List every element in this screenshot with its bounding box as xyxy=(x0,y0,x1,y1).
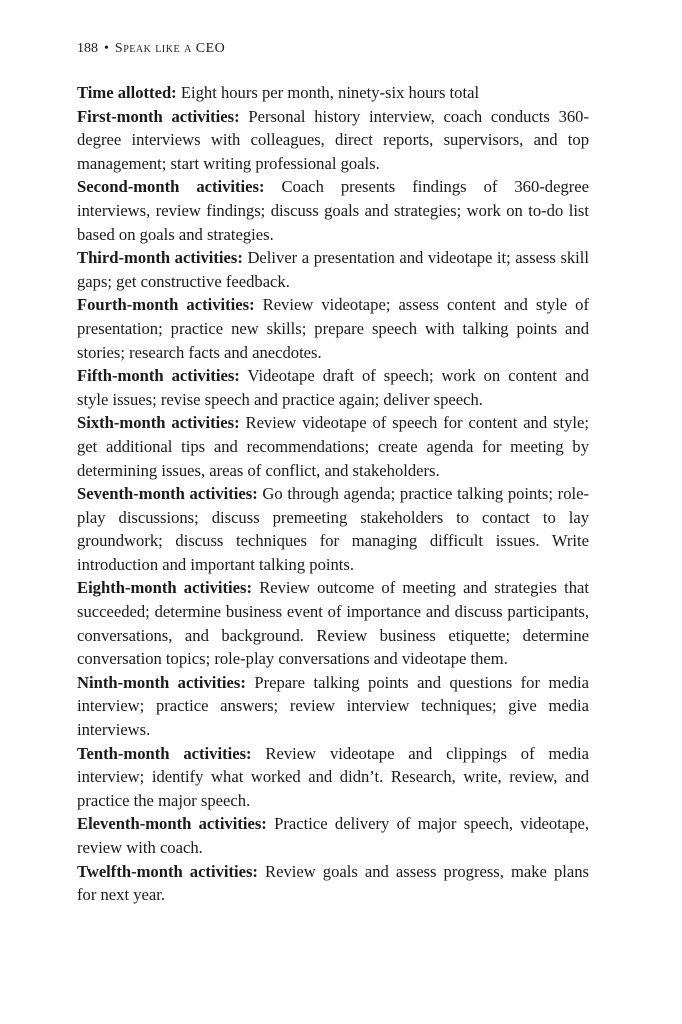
entry-sixth-month xyxy=(77,411,589,482)
entry-text: Personal history interview, coach conducts 360-degree interviews with colleagues, direct reports, supervisors, and top management; start writing professional goals. xyxy=(77,106,590,173)
entry-label: Second-month activities: xyxy=(77,177,265,197)
entry-text: Review videotape of speech for content and style; get additional tips and recommendations; create agenda for meeting by determining issues, areas of conflict, and stakeholders. xyxy=(77,413,589,480)
entry-time-allotted xyxy=(77,81,589,105)
entry-fifth-month xyxy=(77,364,589,411)
entry-text: Review videotape; assess content and style of presentation; practice new skills; prepare speech with talking points and stories; research facts and anecdotes. xyxy=(77,295,589,362)
entry-seventh-month xyxy=(77,482,589,576)
book-title: Speak like a CEO xyxy=(114,41,226,56)
entry-label: Twelfth-month activities: xyxy=(77,861,258,881)
page-number: 188 xyxy=(77,41,98,56)
entry-label: First-month activities: xyxy=(77,106,240,126)
entry-text: Practice delivery of major speech, videotape, review with coach. xyxy=(77,814,590,857)
entry-second-month xyxy=(77,175,589,246)
running-head xyxy=(77,40,589,58)
entry-text: Review goals and assess progress, make plans for next year. xyxy=(77,861,590,905)
entry-third-month xyxy=(77,246,589,293)
entry-text: Videotape draft of speech; work on content and style issues; revise speech and practice again; deliver speech. xyxy=(77,366,589,409)
entry-label: Fifth-month activities: xyxy=(77,366,240,386)
book-page xyxy=(77,40,589,907)
entry-eleventh-month xyxy=(77,812,589,859)
entry-text: Go through agenda; practice talking points; role-play discussions; discuss premeeting stakeholders to contact to lay groundwork; discuss techniques for managing difficult issues. Write introduction and important talking points. xyxy=(77,484,589,574)
entry-label: Third-month activities: xyxy=(77,248,243,268)
entry-label: Seventh-month activities: xyxy=(77,484,258,504)
entry-label: Ninth-month activities: xyxy=(77,672,246,692)
entry-label: Eleventh-month activities: xyxy=(77,814,267,834)
entry-label: Fourth-month activities: xyxy=(77,295,255,315)
activity-list xyxy=(77,81,589,907)
entry-tenth-month xyxy=(77,742,589,813)
entry-label: Time allotted: xyxy=(77,83,177,102)
entry-text: Prepare talking points and questions for media interview; practice answers; review interview techniques; give media interviews. xyxy=(77,672,590,740)
entry-text: Review videotape and clippings of media interview; identify what worked and didn’t. Research, write, review, and practice the major speech. xyxy=(77,743,590,810)
entry-fourth-month xyxy=(77,293,589,364)
entry-ninth-month xyxy=(77,671,589,742)
entry-text: Coach presents findings of 360-degree interviews, review findings; discuss goals and strategies; work on to-do list based on goals and strategies. xyxy=(77,177,589,244)
entry-eighth-month xyxy=(77,576,589,670)
entry-text: Review outcome of meeting and strategies that succeeded; determine business event of importance and discuss participants, conversations, and background. Review business etiquette; determine conversation topics; role-play conversations and videotape them. xyxy=(77,578,589,669)
entry-label: Tenth-month activities: xyxy=(77,743,252,763)
header-separator: • xyxy=(104,41,109,56)
entry-text: Deliver a presentation and videotape it; assess skill gaps; get constructive feedback. xyxy=(77,248,590,291)
entry-label: Eighth-month activities: xyxy=(77,578,252,598)
entry-twelfth-month xyxy=(77,860,589,907)
entry-first-month xyxy=(77,105,589,176)
entry-label: Sixth-month activities: xyxy=(77,413,240,433)
entry-text: Eight hours per month, ninety-six hours total xyxy=(180,83,480,102)
